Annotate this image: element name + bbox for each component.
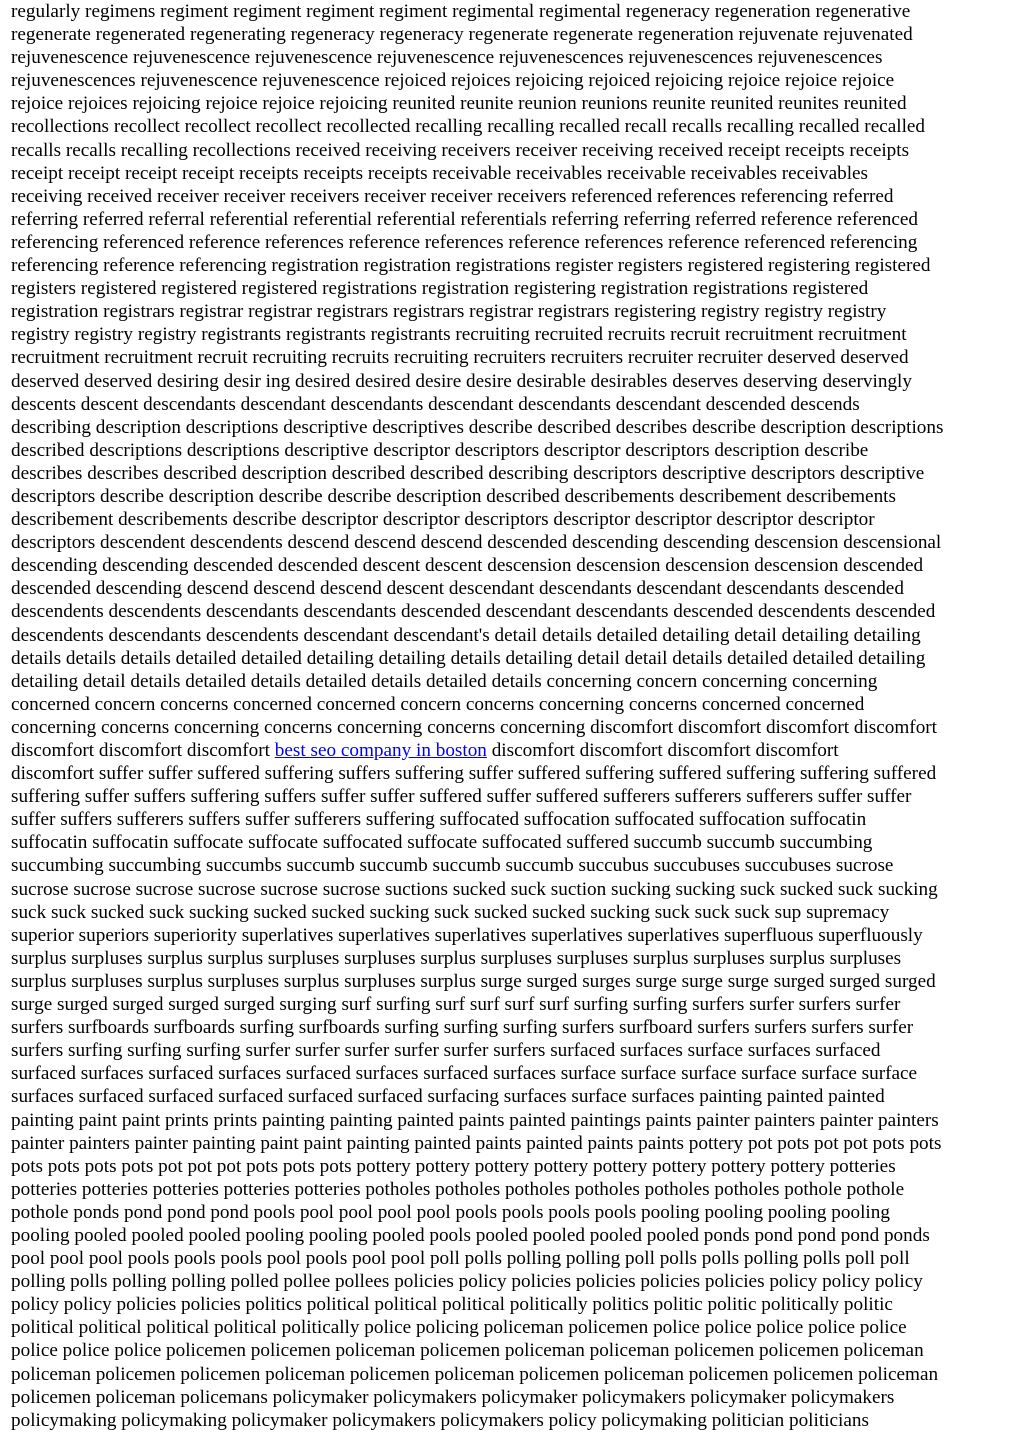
line-text: detailing detail details detailed details detailed details detailed details concerning concern concerning concerning (11, 670, 878, 692)
text-line (11, 208, 1021, 231)
line-text: receipt receipt receipt receipt receipts receipts receipts receivable receivables receivable receivables receivables (11, 162, 869, 184)
text-line (11, 1178, 1021, 1201)
text-line (11, 370, 1021, 393)
text-line (11, 554, 1021, 577)
line-text: policymaking policymaking policymaker policymakers policymakers policy policymaking politician politicians (11, 1409, 869, 1431)
text-line (11, 1224, 1021, 1247)
text-line (11, 878, 1021, 901)
text-line (11, 670, 1021, 693)
line-text-before-link: discomfort discomfort discomfort (11, 740, 270, 761)
text-line (11, 600, 1021, 623)
line-text: referencing referenced reference references reference references reference references reference referenced referencing (11, 231, 918, 253)
seo-company-link[interactable]: best seo company in boston (274, 740, 487, 761)
text-line (11, 1109, 1021, 1132)
text-line (11, 115, 1021, 138)
text-line (11, 808, 1021, 831)
text-line (11, 947, 1021, 970)
line-text: regularly regimens regiment regiment regiment regiment regimental regimental regeneracy regeneration regenerative (11, 1, 911, 22)
text-line (11, 1316, 1021, 1339)
text-line (11, 716, 1021, 739)
text-line (11, 693, 1021, 716)
line-text: describing description descriptions descriptive descriptives describe described describes describe description descriptions (11, 416, 944, 438)
line-text: referencing reference referencing registration registration registrations register registers registered registering registered (11, 255, 931, 277)
text-line (11, 162, 1021, 185)
text-line (11, 277, 1021, 300)
text-line (11, 462, 1021, 485)
line-text: concerned concern concerns concerned concerned concern concerns concerning concerns concerned concerned (11, 693, 865, 715)
line-text: potteries potteries potteries potteries potteries potholes potholes potholes potholes potholes potholes pothole pothole (11, 1178, 905, 1200)
text-line (11, 1201, 1021, 1224)
line-text: suck suck sucked suck sucking sucked sucked sucking suck sucked sucked sucking suck suck suck sup supremacy (11, 901, 890, 923)
text-line (11, 231, 1021, 254)
text-line (11, 624, 1021, 647)
text-line (11, 1085, 1021, 1108)
line-text: receiving received receiver receiver receivers receiver receiver receivers referenced references referencing referred (11, 185, 894, 207)
text-line (11, 185, 1021, 208)
line-text: surfers surfing surfing surfing surfer surfer surfer surfer surfer surfers surfaced surfaces surface surfaces surfaced (11, 1040, 881, 1062)
line-text: concerning concerns concerning concerns concerning concerns concerning discomfort discomfort discomfort discomfort (11, 716, 938, 738)
line-text: polling polls polling polling polled pollee pollees policies policy policies policies policies policies policy policy policy (11, 1271, 923, 1293)
line-text: policy policy policies policies politics political political political politically politics politic politic politically politic (11, 1294, 893, 1316)
text-line (11, 46, 1021, 69)
line-text: recollections recollect recollect recollect recollected recalling recalling recalled recall recalls recalling recalled recalled (11, 116, 926, 138)
text-line (11, 300, 1021, 323)
text-line (11, 1409, 1021, 1432)
line-text: painting paint paint prints prints painting painting painted paints painted paintings paints painter painters painter painters (11, 1109, 939, 1131)
text-line (11, 1270, 1021, 1293)
text-line (11, 970, 1021, 993)
line-text: describement describements describe descriptor descriptor descriptors descriptor descriptor descriptor descriptor (11, 509, 875, 531)
text-line (11, 1363, 1021, 1386)
text-line (11, 485, 1021, 508)
line-text: recalls recalls recalling recollections received receiving receivers receiver receiving received receipt receipts receipts (11, 139, 910, 161)
line-text: rejoice rejoices rejoicing rejoice rejoice rejoicing reunited reunite reunion reunions reunite reunited reunites reunited (11, 93, 907, 115)
text-line (11, 1132, 1021, 1155)
text-line (11, 0, 1021, 23)
text-line (11, 1247, 1021, 1270)
line-text: police police police policemen policemen policeman policemen policeman policeman policemen policemen policeman (11, 1340, 924, 1362)
line-text: superior superiors superiority superlatives superlatives superlatives superlatives superlatives superfluous superfluously (11, 924, 923, 946)
line-text: registry registry registry registrants registrants registrants recruiting recruited recruits recruit recruitment recruitment (11, 324, 907, 346)
line-text: regenerate regenerated regenerating regeneracy regeneracy regenerate regenerate regeneration rejuvenate rejuvenated (11, 24, 913, 46)
text-line (11, 1339, 1021, 1362)
text-line (11, 785, 1021, 808)
text-line (11, 393, 1021, 416)
line-text: suffocatin suffocatin suffocate suffocate suffocated suffocate suffocated suffered succumb succumb succumbing (11, 832, 873, 854)
line-text: succumbing succumbing succumbs succumb succumb succumb succumb succubus succubuses succubuses sucrose (11, 855, 894, 877)
line-text: surplus surpluses surplus surplus surpluses surpluses surplus surpluses surpluses surplus surpluses surplus surpluses (11, 947, 902, 969)
line-text: sucrose sucrose sucrose sucrose sucrose sucrose suctions sucked suck suction sucking sucking suck sucked suck sucking (11, 878, 938, 900)
line-text: pooling pooled pooled pooled pooling pooling pooled pools pooled pooled pooled pooled ponds pond pond pond ponds (11, 1224, 930, 1246)
line-text: pothole ponds pond pond pond pools pool pool pool pool pools pools pools pools pooling pooling pooling pooling (11, 1201, 890, 1223)
text-line (11, 647, 1021, 670)
keyword-text-block (11, 0, 1021, 1432)
line-text: surfers surfboards surfboards surfing surfboards surfing surfing surfing surfers surfboard surfers surfers surfers surfer (11, 1017, 914, 1039)
line-text: describes describes described description described described describing descriptors descriptive descriptors descriptive (11, 462, 925, 484)
line-text: registers registered registered registered registrations registration registering registration registrations registered (11, 278, 869, 300)
line-text: descendents descendants descendents descendant descendant's detail details detailed detailing detail detailing detailing (11, 624, 921, 646)
line-text: suffering suffer suffers suffering suffers suffer suffer suffered suffer suffered sufferers sufferers sufferers suffer suffer (11, 786, 912, 808)
text-line (11, 346, 1021, 369)
text-line (11, 139, 1021, 162)
line-text: surge surged surged surged surged surging surf surfing surf surf surf surf surfing surfing surfers surfer surfers surfer (11, 994, 901, 1016)
text-line (11, 762, 1021, 785)
text-line (11, 924, 1021, 947)
line-text: pool pool pool pools pools pools pool pools pool pool poll polls polling polling poll polls polls polling polls poll poll (11, 1248, 910, 1270)
line-text: details details details detailed detailed detailing detailing details detailing detail detail details detailed detailed detailing (11, 647, 926, 669)
text-line (11, 577, 1021, 600)
line-text: descendents descendents descendants descendants descended descendant descendants descended descendents descended (11, 601, 936, 623)
line-text: descents descent descendants descendant descendants descendant descendants descendant descended descends (11, 393, 860, 415)
line-text: rejuvenescences rejuvenescence rejuvenescence rejoiced rejoices rejoicing rejoiced rejoicing rejoice rejoice rejoice (11, 70, 895, 92)
text-line (11, 1016, 1021, 1039)
line-text: suffer suffers sufferers suffers suffer sufferers suffering suffocated suffocation suffocated suffocation suffocatin (11, 809, 867, 831)
text-line (11, 508, 1021, 531)
text-line (11, 1386, 1021, 1409)
line-text: registration registrars registrar registrar registrars registrars registrar registrars registering registry registry registry (11, 301, 887, 323)
line-text-after-link: discomfort discomfort discomfort discomfort (486, 740, 839, 761)
text-line (11, 901, 1021, 924)
text-line (11, 416, 1021, 439)
line-text: discomfort suffer suffer suffered suffering suffers suffering suffer suffered suffering suffered suffering suffering suffered (11, 763, 937, 785)
text-line (11, 254, 1021, 277)
line-text: described descriptions descriptions descriptive descriptor descriptors descriptor descriptors description describe (11, 439, 869, 461)
line-text: descriptors descendent descendents descend descend descend descended descending descending descension descensional (11, 532, 942, 554)
line-text: policeman policemen policemen policeman policemen policeman policemen policeman policemen policemen policeman (11, 1363, 939, 1385)
text-line (11, 854, 1021, 877)
text-line (11, 993, 1021, 1016)
line-text: pots pots pots pots pot pot pot pots pots pots pottery pottery pottery pottery pottery pottery pottery pottery potteries (11, 1155, 896, 1177)
line-text: descriptors describe description describe describe description described describements describement describements (11, 485, 896, 507)
line-text: referring referred referral referential referential referential referentials referring referring referred reference referenced (11, 208, 918, 230)
line-text: descended descending descend descend descend descent descendant descendants descendant descendants descended (11, 578, 904, 600)
text-line (11, 831, 1021, 854)
line-text: political political political political politically police policing policeman policemen police police police police police (11, 1317, 907, 1339)
line-text: surfaces surfaced surfaced surfaced surfaced surfaced surfacing surfaces surface surfaces painting painted painted (11, 1086, 885, 1108)
text-line (11, 1293, 1021, 1316)
text-line (11, 1155, 1021, 1178)
line-text: deserved deserved desiring desir ing desired desired desire desire desirable desirables deserves deserving deservingly (11, 370, 912, 392)
line-text: painter painters painter painting paint paint painting painted paints painted paints paints pottery pot pots pot pot pots pots (11, 1132, 942, 1154)
line-text: policemen policeman policemans policymaker policymakers policymaker policymakers policymaker policymakers (11, 1386, 895, 1408)
line-text: surfaced surfaces surfaced surfaces surfaced surfaces surfaced surfaces surface surface surface surface surface surface (11, 1063, 918, 1085)
text-line (11, 739, 1021, 762)
text-line (11, 1062, 1021, 1085)
text-line (11, 439, 1021, 462)
line-text: descending descending descended descended descent descent descension descension descension descension descended (11, 555, 924, 577)
line-text: surplus surpluses surplus surpluses surplus surpluses surplus surge surged surges surge surge surge surged surged surged (11, 970, 936, 992)
text-line (11, 69, 1021, 92)
line-text: rejuvenescence rejuvenescence rejuvenescence rejuvenescence rejuvenescences rejuvenescences rejuvenescences (11, 47, 883, 69)
text-line (11, 1039, 1021, 1062)
text-line (11, 92, 1021, 115)
text-line (11, 531, 1021, 554)
text-line (11, 23, 1021, 46)
line-text: recruitment recruitment recruit recruiting recruits recruiting recruiters recruiters recruiter recruiter deserved deserved (11, 347, 909, 369)
text-line (11, 323, 1021, 346)
